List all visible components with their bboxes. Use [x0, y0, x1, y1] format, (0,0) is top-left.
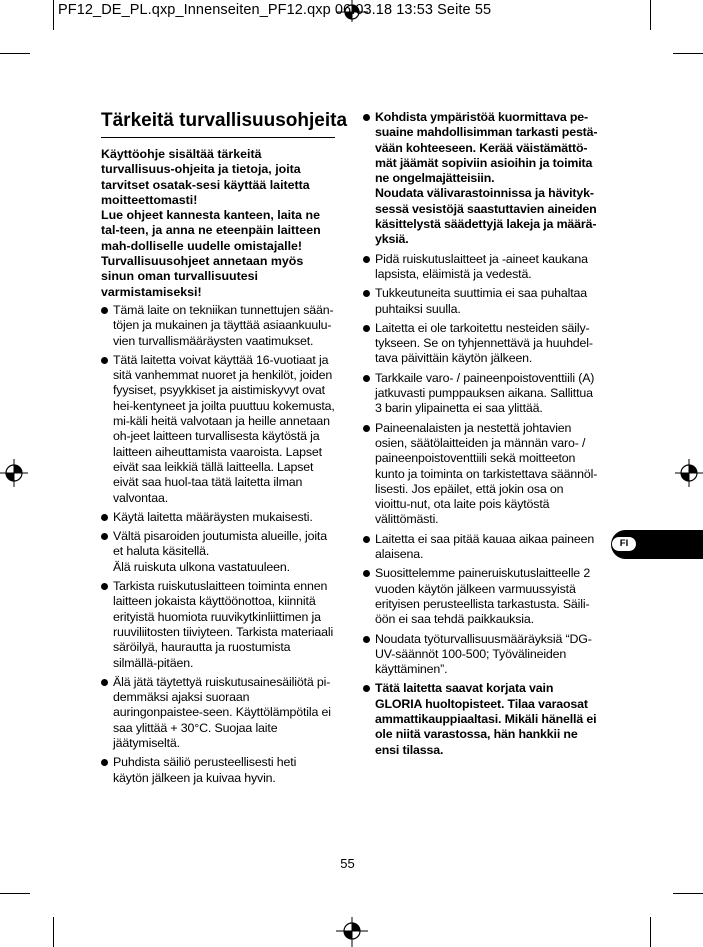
crop-mark-top-left-h — [0, 53, 30, 54]
bullet-text: Suosittelemme paineruiskutuslaitteelle 2 vuoden käytön jälkeen varmuussyistä erityisen perusteellista tarkastusta. Säili-öön ei saa tehdä paikkauksia. — [375, 566, 591, 627]
bullet-text: Tukkeutuneita suuttimia ei saa puhaltaa puhtaiksi suulla. — [375, 286, 588, 316]
page-number-wrap — [0, 856, 703, 871]
bullet-item — [101, 303, 335, 349]
bullet-icon — [101, 759, 108, 766]
bullet-text: Kohdista ympäristöä kuormittava pe-suaine mahdollisimman tarkasti pestä-vään kohteeseen. Kerää väistämättö-mät jäämät sopiviin asioihin ja toimita ne ongelmajätteisiin. — [375, 110, 598, 186]
bullet-text: Pidä ruiskutuslaitteet ja -aineet kaukana lapsista, eläimistä ja vedestä. — [375, 251, 588, 281]
bullet-item — [101, 675, 335, 751]
bullet-icon — [363, 685, 370, 692]
bullet-item — [101, 353, 335, 506]
intro-paragraph: Turvallisuusohjeet annetaan myös sinun oman turvallisuutesi varmistamiseksi! — [101, 254, 304, 299]
crop-mark-bottom-right-v — [650, 917, 651, 947]
bullet-text: Käytä laitetta määräysten mukaisesti. — [113, 509, 313, 524]
bullet-item — [363, 421, 599, 528]
bullet-icon — [363, 636, 370, 643]
bullet-text: Laitetta ei saa pitää kauaa aikaa paineen alaisena. — [375, 531, 595, 562]
bullet-text: Laitetta ei ole tarkoitettu nesteiden säily-tykseen. Se on tyhjennettävä ja huuhdel-tava päivittäin käytön jälkeen. — [375, 320, 593, 366]
registration-mark-right-icon — [675, 458, 703, 488]
bullet-icon — [363, 325, 370, 332]
bullet-icon — [363, 290, 370, 297]
bullet-text: Tarkkaile varo- / paineenpoistoventtiili (A) jatkuvasti pumppauksen aikana. Sallittua 3 barin ylipainetta ei saa ylittää. — [375, 370, 595, 416]
bullet-text: Puhdista säiliö perusteellisesti heti käytön jälkeen ja kuivaa hyvin. — [113, 755, 297, 785]
bullet-item — [101, 579, 335, 671]
bullet-text: Tämä laite on tekniikan tunnettujen sään-töjen ja mukainen ja täyttää asiaankuulu-vien turvallismääräysten vaatimukset. — [113, 302, 334, 348]
bullet-icon — [363, 536, 370, 543]
bullet-item — [101, 510, 335, 525]
print-slug: PF12_DE_PL.qxp_Innenseiten_PF12.qxp 06.03.18 13:53 Seite 55 — [58, 2, 492, 18]
bullet-text: Tätä laitetta voivat käyttää 16-vuotiaat ja sitä vanhemmat nuoret ja henkilöt, joiden fyysiset, psyykkiset ja aistimiskyvyt ovat hei-kentyneet ja joilta puuttuu kokemusta, mi-käli heitä valvotaan ja heille annetaan oh-jeet laitteen turvallisesta käytöstä ja laitteen aiheuttamista vaaroista. Lapset eivät saa leikkiä tällä laitteella. Lapset eivät saa huol-taa tätä laitetta ilman valvontaa. — [113, 352, 335, 505]
bullet-item — [363, 632, 599, 678]
intro-block — [101, 147, 335, 300]
bullet-text: Tarkista ruiskutuslaitteen toiminta ennen laitteen jokaista käyttöönottoa, kiinnitä erityistä huomiota ruuvikytkinliittimen ja ruuviliitosten tiiviyteen. Tarkista materiaali säröilyä, haurautta ja ruostumista silmällä-pitäen. — [113, 579, 334, 670]
bullet-icon — [363, 114, 370, 121]
bullet-subtext: Älä ruiskuta ulkona vastatuuleen. — [113, 559, 290, 574]
intro-paragraph: Käyttöohje sisältää tärkeitä turvallisuus-ohjeita ja tietoja, joita tarvitset osatak-sesi käyttää laitetta moitteettomasti! — [101, 147, 310, 207]
bullet-text: Älä jätä täytettyä ruiskutusainesäiliötä pi-demmäksi ajaksi suoraan auringonpaistee-seen. Käyttölämpötila ei saa ylittää + 30°C. Suojaa laite jäätymiseltä. — [113, 674, 331, 750]
bullet-icon — [363, 256, 370, 263]
crop-mark-bottom-right-h — [673, 893, 703, 894]
left-column — [101, 110, 348, 790]
bullet-item — [363, 321, 599, 367]
bullet-icon — [363, 425, 370, 432]
bullet-item — [101, 755, 335, 786]
right-column — [363, 110, 599, 762]
page-number: 55 — [340, 856, 355, 871]
bullet-icon — [363, 570, 370, 577]
bullet-item — [363, 286, 599, 317]
bullet-text: Paineenalaisten ja nestettä johtavien osien, säätölaitteiden ja männän varo- / paineenpoistoventtiili sekä moitteeton kunto ja toiminta on tarkistettava säännöl-lisesti. Jos epäilet, että jokin osa on vioittu-nut, ota laite pois käytöstä välittömästi. — [375, 420, 598, 527]
crop-mark-bottom-left-v — [53, 917, 54, 947]
bullet-icon — [101, 533, 108, 540]
bullet-item — [363, 681, 599, 757]
bullet-item — [363, 566, 599, 627]
bullet-item — [363, 532, 599, 563]
bullet-item — [363, 371, 599, 417]
intro-paragraph: Lue ohjeet kannesta kanteen, laita ne tal-teen, ja anna ne eteenpäin laitteen mah-dolliselle uudelle omistajalle! — [101, 208, 321, 253]
right-bullet-list — [363, 110, 599, 758]
crop-mark-bottom-left-h — [0, 893, 30, 894]
page-title: Tärkeitä turvallisuusohjeita — [101, 110, 335, 138]
bullet-icon — [363, 375, 370, 382]
bullet-item — [363, 110, 599, 248]
bullet-icon — [101, 679, 108, 686]
bullet-text: Vältä pisaroiden joutumista alueille, joita et haluta käsitellä. — [113, 529, 327, 559]
language-label: FI — [612, 537, 636, 551]
bullet-icon — [101, 514, 108, 521]
bullet-subtext: Noudata välivarastoinnissa ja hävityk-sessä vesistöjä saastuttavien aineiden käsittelystä säädettyjä lakeja ja määrä-yksiä. — [375, 186, 597, 247]
bullet-icon — [101, 583, 108, 590]
registration-mark-bottom-icon — [336, 917, 368, 947]
bullet-item — [101, 529, 335, 575]
crop-mark-top-left-v — [53, 0, 54, 30]
left-bullet-list — [101, 303, 335, 786]
crop-mark-top-right-h — [673, 53, 703, 54]
bullet-icon — [101, 357, 108, 364]
bullet-item — [363, 252, 599, 283]
registration-mark-left-icon — [0, 458, 28, 488]
bullet-icon — [101, 307, 108, 314]
bullet-text: Noudata työturvallisuusmääräyksiä “DG-UV-säännöt 100-500; Työvälineiden käyttäminen”. — [375, 631, 592, 677]
bullet-text: Tätä laitetta saavat korjata vain GLORIA huoltopisteet. Tilaa varaosat ammattikauppiaaltasi. Mikäli hänellä ei ole niitä varastossa, hän hankkii ne ensi tilassa. — [375, 681, 597, 757]
